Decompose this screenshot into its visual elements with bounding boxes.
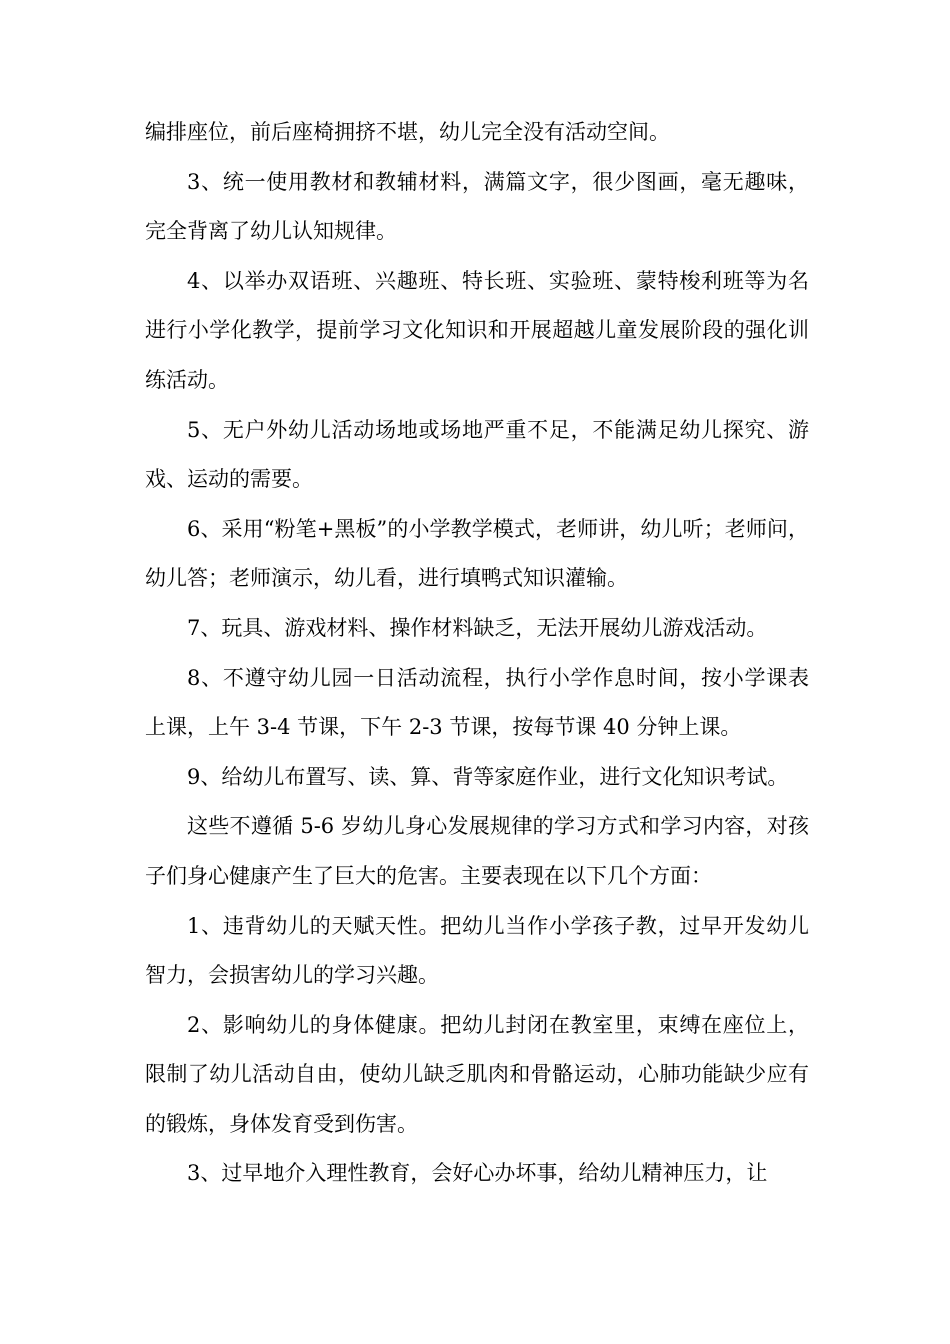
paragraph-4: 5、无户外幼儿活动场地或场地严重不足，不能满足幼儿探究、游戏、运动的需要。 [145, 417, 809, 492]
paragraph-8: 9、给幼儿布置写、读、算、背等家庭作业，进行文化知识考试。 [187, 764, 789, 789]
paragraph-11: 2、影响幼儿的身体健康。把幼儿封闭在教室里，束缚在座位上，限制了幼儿活动自由，使幼儿缺乏肌肉和骨骼运动，心肺功能缺少应有的锻炼，身体发育受到伤害。 [145, 1012, 809, 1136]
paragraph-12: 3、过早地介入理性教育，会好心办坏事，给幼儿精神压力，让 [187, 1161, 768, 1186]
paragraph-10: 1、违背幼儿的天赋天性。把幼儿当作小学孩子教，过早开发幼儿智力，会损害幼儿的学习兴趣。 [145, 913, 809, 988]
paragraph-1: 编排座位，前后座椅拥挤不堪，幼儿完全没有活动空间。 [145, 120, 670, 144]
paragraph-2: 3、统一使用教材和教辅材料，满篇文字，很少图画，毫无趣味，完全背离了幼儿认知规律。 [145, 169, 809, 244]
paragraph-5: 6、采用“粉笔+黑板”的小学教学模式，老师讲，幼儿听；老师问，幼儿答；老师演示，幼儿看，进行填鸭式知识灌输。 [145, 516, 809, 591]
paragraph-6: 7、玩具、游戏材料、操作材料缺乏，无法开展幼儿游戏活动。 [187, 615, 768, 640]
paragraph-3: 4、以举办双语班、兴趣班、特长班、实验班、蒙特梭利班等为名进行小学化教学，提前学习文化知识和开展超越儿童发展阶段的强化训练活动。 [145, 268, 809, 392]
paragraph-7: 8、不遵守幼儿园一日活动流程，执行小学作息时间，按小学课表上课，上午 3-4 节课，下午 2-3 节课，按每节课 40 分钟上课。 [145, 665, 809, 740]
paragraph-9: 这些不遵循 5-6 岁幼儿身心发展规律的学习方式和学习内容，对孩子们身心健康产生了巨大的危害。主要表现在以下几个方面： [145, 814, 809, 888]
document-page [145, 108, 809, 1199]
